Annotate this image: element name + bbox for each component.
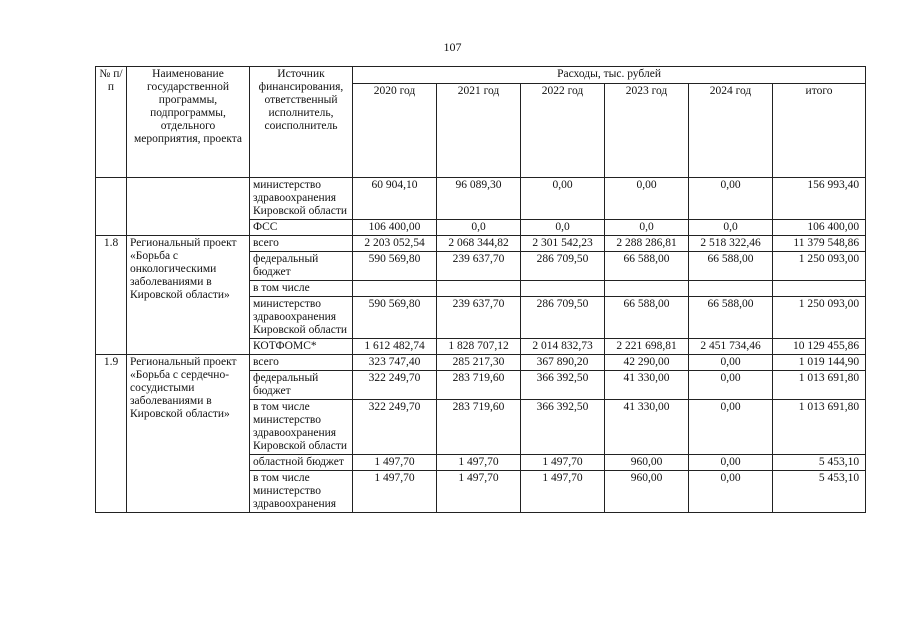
value-cell: 286 709,50 (521, 297, 605, 339)
value-cell: 2 288 286,81 (605, 236, 689, 252)
value-cell: 0,0 (605, 220, 689, 236)
source-cell: министерство здравоохранения Кировской области (250, 178, 353, 220)
value-cell: 156 993,40 (773, 178, 866, 220)
value-cell: 366 392,50 (521, 371, 605, 400)
header-year-2023: 2023 год (605, 84, 689, 178)
source-cell: в том числе министерство здравоохранения (250, 471, 353, 513)
header-name: Наименование государственной программы, подпрограммы, отдельного мероприятия, проекта (127, 67, 250, 178)
value-cell: 2 301 542,23 (521, 236, 605, 252)
row-num-cell (96, 178, 127, 236)
value-cell: 323 747,40 (353, 355, 437, 371)
section-num: 1.8 (96, 236, 127, 355)
header-expenses: Расходы, тыс. рублей (353, 67, 866, 84)
section-num: 1.9 (96, 355, 127, 513)
value-cell: 322 249,70 (353, 400, 437, 455)
value-cell: 1 497,70 (353, 455, 437, 471)
section-name: Региональный проект «Борьба с сердечно-сосудистыми заболеваниями в Кировской области» (127, 355, 250, 513)
value-cell: 11 379 548,86 (773, 236, 866, 252)
section-name: Региональный проект «Борьба с онкологическими заболеваниями в Кировской области» (127, 236, 250, 355)
value-cell: 106 400,00 (353, 220, 437, 236)
value-cell: 0,00 (689, 400, 773, 455)
source-cell: в том числе (250, 281, 353, 297)
page-number: 107 (443, 40, 462, 54)
value-cell: 2 203 052,54 (353, 236, 437, 252)
value-cell: 322 249,70 (353, 371, 437, 400)
value-cell: 1 019 144,90 (773, 355, 866, 371)
value-cell: 0,00 (521, 178, 605, 220)
value-cell: 286 709,50 (521, 252, 605, 281)
value-cell: 1 828 707,12 (437, 339, 521, 355)
value-cell: 0,0 (437, 220, 521, 236)
value-cell: 0,00 (689, 455, 773, 471)
value-cell: 41 330,00 (605, 371, 689, 400)
header-row (96, 67, 866, 84)
header-num: № п/п (96, 67, 127, 178)
header-source: Источник финансирования, ответственный исполнитель, соисполнитель (250, 67, 353, 178)
value-cell: 0,00 (689, 471, 773, 513)
value-cell: 106 400,00 (773, 220, 866, 236)
value-cell: 42 290,00 (605, 355, 689, 371)
budget-table (95, 66, 866, 513)
value-cell: 1 497,70 (521, 455, 605, 471)
value-cell: 0,00 (689, 178, 773, 220)
source-cell: ФСС (250, 220, 353, 236)
source-cell: министерство здравоохранения Кировской области (250, 297, 353, 339)
value-cell: 1 250 093,00 (773, 297, 866, 339)
value-cell: 0,0 (689, 220, 773, 236)
header-year-2022: 2022 год (521, 84, 605, 178)
value-cell (605, 281, 689, 297)
source-cell: федеральный бюджет (250, 252, 353, 281)
value-cell: 1 497,70 (437, 471, 521, 513)
value-cell (437, 281, 521, 297)
value-cell: 1 013 691,80 (773, 371, 866, 400)
value-cell: 2 451 734,46 (689, 339, 773, 355)
header-year-2021: 2021 год (437, 84, 521, 178)
source-cell: всего (250, 236, 353, 252)
value-cell: 285 217,30 (437, 355, 521, 371)
value-cell: 960,00 (605, 455, 689, 471)
table-row (96, 178, 866, 220)
value-cell: 283 719,60 (437, 371, 521, 400)
value-cell: 10 129 455,86 (773, 339, 866, 355)
value-cell: 1 497,70 (521, 471, 605, 513)
value-cell: 5 453,10 (773, 455, 866, 471)
value-cell: 0,00 (605, 178, 689, 220)
table-row (96, 236, 866, 252)
value-cell (353, 281, 437, 297)
value-cell: 590 569,80 (353, 297, 437, 339)
source-cell: областной бюджет (250, 455, 353, 471)
source-cell: в том числе министерство здравоохранения Кировской области (250, 400, 353, 455)
value-cell (689, 281, 773, 297)
value-cell: 96 089,30 (437, 178, 521, 220)
value-cell: 0,00 (689, 355, 773, 371)
value-cell: 960,00 (605, 471, 689, 513)
source-cell: федеральный бюджет (250, 371, 353, 400)
value-cell: 66 588,00 (605, 297, 689, 339)
row-name-cell (127, 178, 250, 236)
header-year-2024: 2024 год (689, 84, 773, 178)
source-cell: КОТФОМС* (250, 339, 353, 355)
value-cell: 1 612 482,74 (353, 339, 437, 355)
value-cell: 367 890,20 (521, 355, 605, 371)
value-cell: 366 392,50 (521, 400, 605, 455)
value-cell (521, 281, 605, 297)
value-cell: 41 330,00 (605, 400, 689, 455)
value-cell: 239 637,70 (437, 252, 521, 281)
value-cell: 1 013 691,80 (773, 400, 866, 455)
value-cell: 66 588,00 (689, 297, 773, 339)
value-cell: 2 221 698,81 (605, 339, 689, 355)
value-cell: 0,0 (521, 220, 605, 236)
value-cell: 2 518 322,46 (689, 236, 773, 252)
value-cell: 283 719,60 (437, 400, 521, 455)
value-cell: 5 453,10 (773, 471, 866, 513)
table-row (96, 355, 866, 371)
value-cell: 2 068 344,82 (437, 236, 521, 252)
source-cell: всего (250, 355, 353, 371)
value-cell: 1 497,70 (353, 471, 437, 513)
value-cell (773, 281, 866, 297)
value-cell: 60 904,10 (353, 178, 437, 220)
value-cell: 66 588,00 (605, 252, 689, 281)
value-cell: 239 637,70 (437, 297, 521, 339)
header-year-2020: 2020 год (353, 84, 437, 178)
value-cell: 1 250 093,00 (773, 252, 866, 281)
value-cell: 66 588,00 (689, 252, 773, 281)
value-cell: 0,00 (689, 371, 773, 400)
header-total: итого (773, 84, 866, 178)
value-cell: 1 497,70 (437, 455, 521, 471)
value-cell: 2 014 832,73 (521, 339, 605, 355)
value-cell: 590 569,80 (353, 252, 437, 281)
